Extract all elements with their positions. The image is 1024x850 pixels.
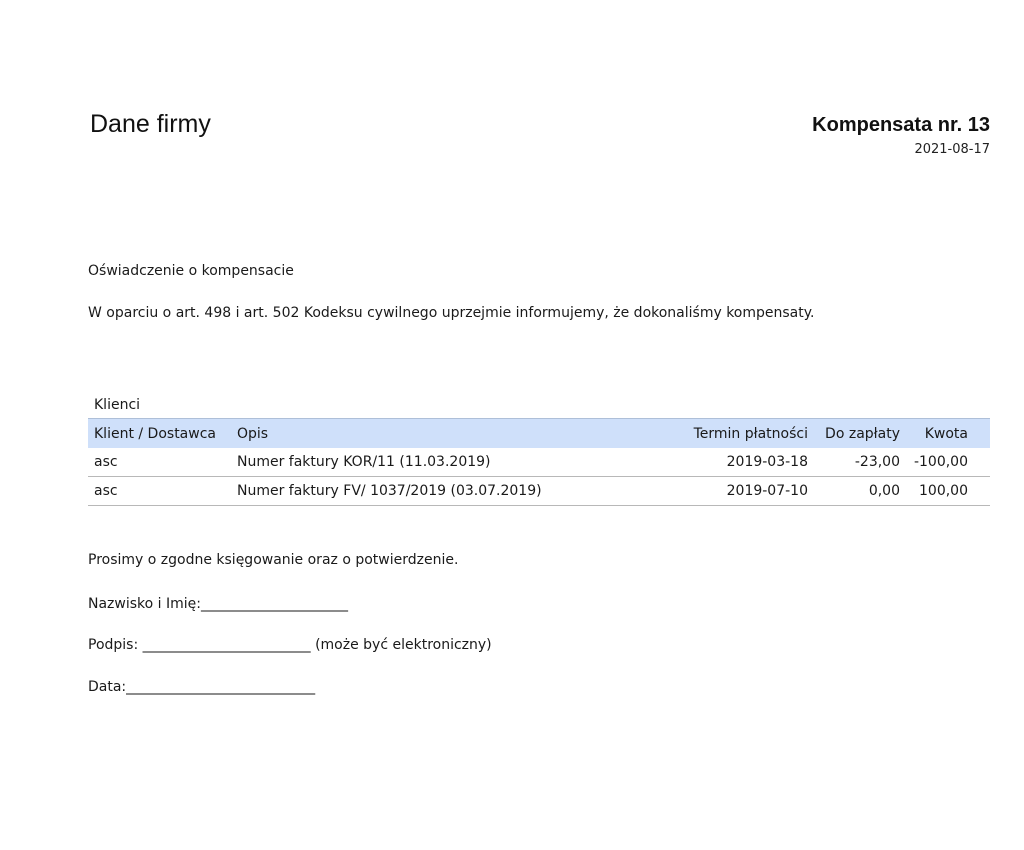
name-signature-line: Nazwisko i Imię:_____________________ [88,596,348,612]
company-name: Dane firmy [90,110,211,138]
column-header-description: Opis [231,419,674,449]
cell-due-date: 2019-03-18 [674,448,814,477]
cell-to-pay: 0,00 [814,477,906,506]
cell-description: Numer faktury KOR/11 (11.03.2019) [231,448,674,477]
signature-line: Podpis: ________________________ (może być elektroniczny) [88,637,492,653]
column-header-due-date: Termin płatności [674,419,814,449]
document-title: Kompensata nr. 13 [812,114,990,136]
statement-body: W oparciu o art. 498 i art. 502 Kodeksu cywilnego uprzejmie informujemy, że dokonaliśmy kompensaty. [88,305,815,321]
table-row [88,477,990,506]
statement-heading: Oświadczenie o kompensacie [88,263,294,279]
clients-table [88,418,990,506]
table-caption: Klienci [94,397,141,413]
cell-client: asc [88,448,231,477]
cell-description: Numer faktury FV/ 1037/2019 (03.07.2019) [231,477,674,506]
cell-due-date: 2019-07-10 [674,477,814,506]
clients-table-section [88,394,990,506]
table-row [88,448,990,477]
table-header-row [88,419,990,449]
column-header-to-pay: Do zapłaty [814,419,906,449]
confirmation-request: Prosimy o zgodne księgowanie oraz o potwierdzenie. [88,552,459,568]
document-date: 2021-08-17 [914,142,990,157]
column-header-client: Klient / Dostawca [88,419,231,449]
column-header-amount: Kwota [906,419,990,449]
cell-amount: -100,00 [906,448,990,477]
cell-to-pay: -23,00 [814,448,906,477]
document-header [812,114,990,157]
cell-client: asc [88,477,231,506]
date-line: Data:___________________________ [88,679,316,695]
cell-amount: 100,00 [906,477,990,506]
